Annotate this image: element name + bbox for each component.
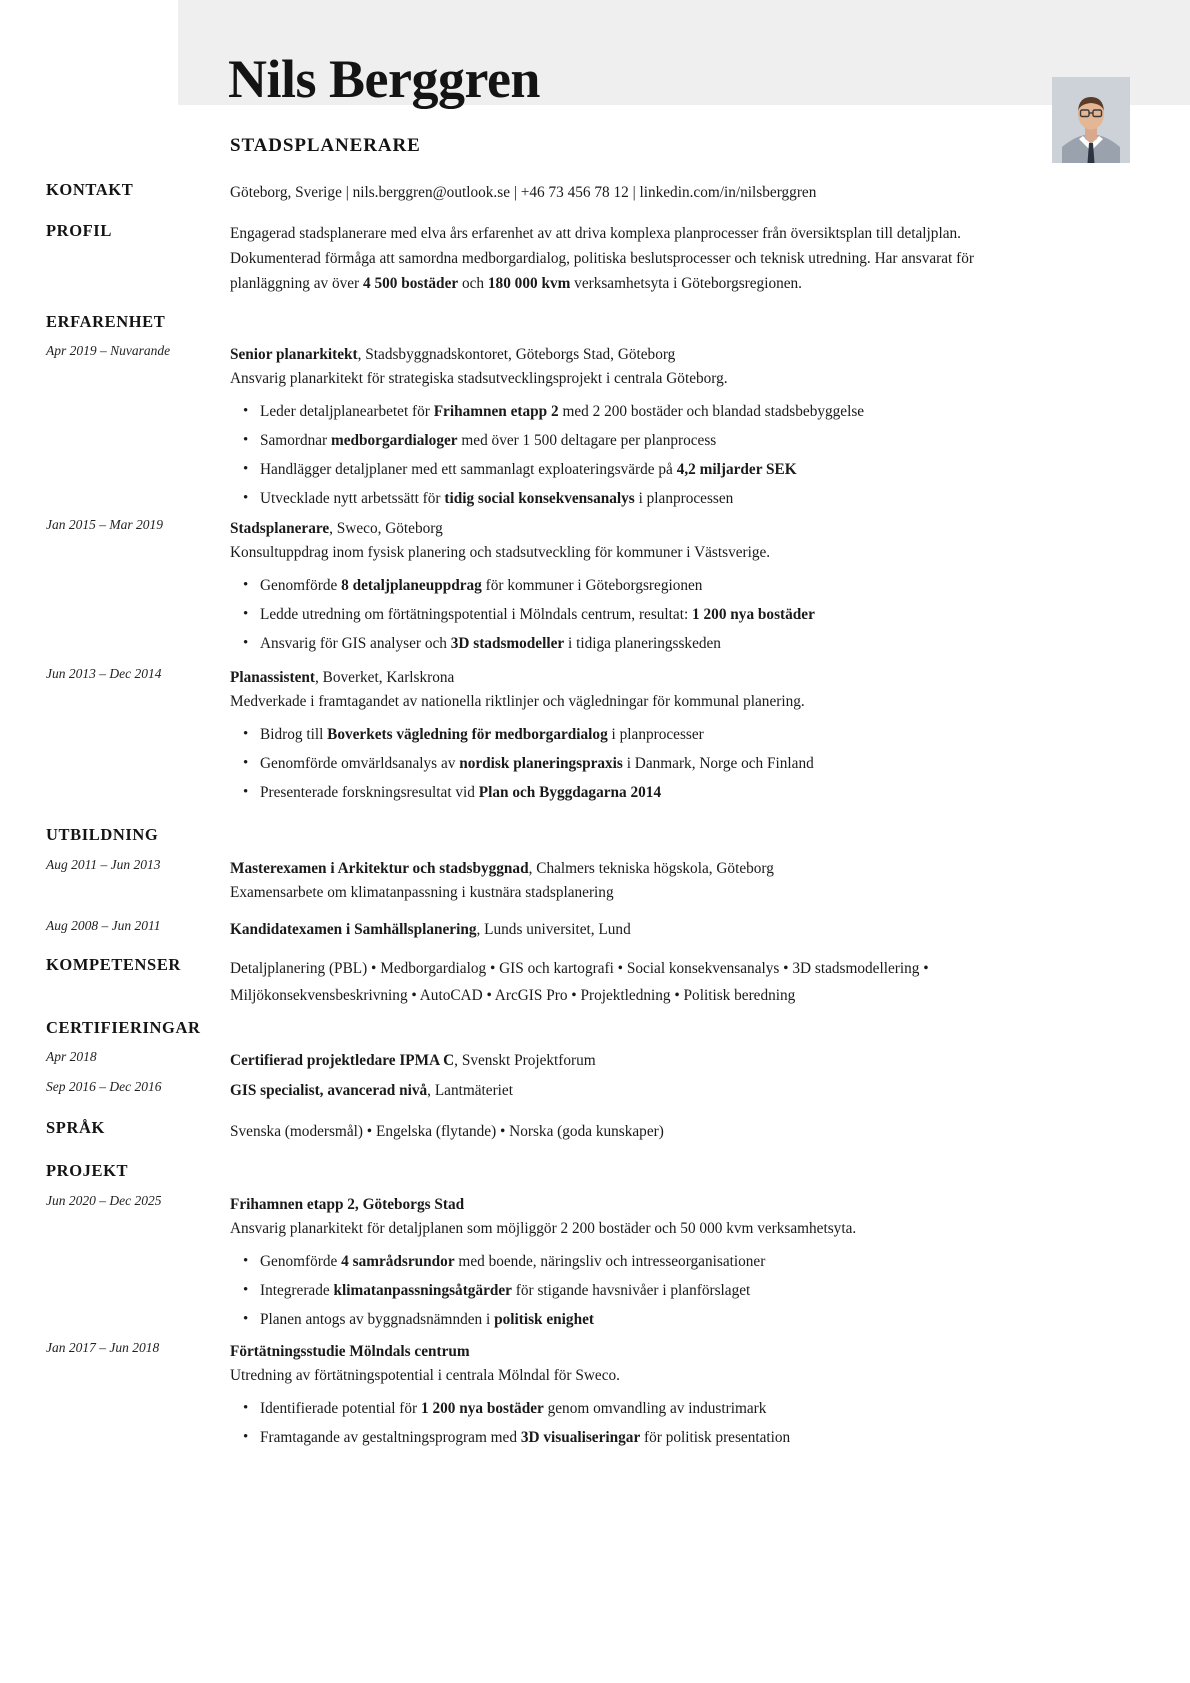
entry-content-col [230,918,1040,942]
skills-line-1: Detaljplanering (PBL) • Medborgardialog • GIS och kartografi • Social konsekvensanalys • 3D stadsmodellering • [230,960,929,977]
entry-dates-col [46,1193,221,1209]
section-label-sprak: SPRÅK [46,1118,105,1137]
entry-daterange: Jun 2020 – Dec 2025 [46,1193,162,1208]
entry-summary: Ansvarig planarkitekt för detaljplanen som möjliggör 2 200 bostäder och 50 000 kvm verksamhetsyta. [230,1220,857,1237]
entry-summary: Konsultuppdrag inom fysisk planering och stadsutveckling för kommuner i Västsverige. [230,544,771,561]
list-item: • Leder detaljplanearbetet för Frihamnen etapp 2 med 2 200 bostäder och blandad stadsbebyggelse [260,397,1040,426]
entry-summary: Ansvarig planarkitekt för strategiska stadsutvecklingsprojekt i centrala Göteborg. [230,370,728,387]
list-item: • Genomförde omvärldsanalys av nordisk planeringspraxis i Danmark, Norge och Finland [260,749,1040,778]
section-label-projekt: PROJEKT [46,1161,129,1180]
entry-daterange: Apr 2018 [46,1049,97,1064]
entry-summary: Utredning av förtätningspotential i centrala Mölndal för Sweco. [230,1367,620,1384]
entry-content-col [230,1340,1040,1452]
entry-bullet-list [230,571,1040,658]
entry-content-col [230,857,1040,905]
entry-summary: Examensarbete om klimatanpassning i kustnära stadsplanering [230,884,614,901]
entry-daterange: Aug 2011 – Jun 2013 [46,857,161,872]
entry-title: Förtätningsstudie Mölndals centrum [230,1343,470,1360]
entry-content-col [230,1049,1040,1073]
list-item: • Framtagande av gestaltningsprogram med 3D visualiseringar för politisk presentation [260,1423,1040,1452]
section-label-certifieringar: CERTIFIERINGAR [46,1018,201,1037]
section-label-erfarenhet: ERFARENHET [46,312,166,331]
entry-content-col [230,1193,1040,1334]
list-item: • Handlägger detaljplaner med ett sammanlagt exploateringsvärde på 4,2 miljarder SEK [260,455,1040,484]
entry-daterange: Sep 2016 – Dec 2016 [46,1079,162,1094]
entry-content-col [230,343,1040,513]
entry-title: Kandidatexamen i Samhällsplanering, Lunds universitet, Lund [230,921,631,938]
section-label-utbildning: UTBILDNING [46,825,159,844]
entry-bullet-list [230,1394,1040,1452]
list-item: • Samordnar medborgardialoger med över 1 500 deltagare per planprocess [260,426,1040,455]
entry-daterange: Jan 2015 – Mar 2019 [46,517,163,532]
entry-title: GIS specialist, avancerad nivå, Lantmäteriet [230,1082,513,1099]
list-item: • Planen antogs av byggnadsnämnden i politisk enighet [260,1305,1040,1334]
list-item: • Genomförde 8 detaljplaneuppdrag för kommuner i Göteborgsregionen [260,571,1040,600]
list-item: • Ansvarig för GIS analyser och 3D stadsmodeller i tidiga planeringsskeden [260,629,1040,658]
entry-dates-col [46,1049,221,1065]
entry-dates-col [46,857,221,873]
entry-title: Certifierad projektledare IPMA C, Svenskt Projektforum [230,1052,596,1069]
entry-daterange: Apr 2019 – Nuvarande [46,343,171,358]
entry-dates-col [46,1340,221,1356]
section-label-kompetenser: KOMPETENSER [46,955,181,974]
skills-line-2: Miljökonsekvensbeskrivning • AutoCAD • ArcGIS Pro • Projektledning • Politisk beredning [230,987,796,1004]
list-item: • Utvecklade nytt arbetssätt för tidig social konsekvensanalys i planprocessen [260,484,1040,513]
page-title: Nils Berggren [228,49,540,109]
contact-line: Göteborg, Sverige | nils.berggren@outlook.se | +46 73 456 78 12 | linkedin.com/in/nilsberggren [230,184,817,201]
entry-title: Senior planarkitekt, Stadsbyggnadskontoret, Göteborgs Stad, Göteborg [230,346,676,363]
entry-bullet-list [230,720,1040,807]
languages-line: Svenska (modersmål) • Engelska (flytande) • Norska (goda kunskaper) [230,1123,664,1140]
list-item: • Integrerade klimatanpassningsåtgärder för stigande havsnivåer i planförslaget [260,1276,1040,1305]
avatar [1052,77,1130,163]
entry-title: Masterexamen i Arkitektur och stadsbyggnad, Chalmers tekniska högskola, Göteborg [230,860,774,877]
entry-content-col [230,517,1040,658]
list-item: • Presenterade forskningsresultat vid Plan och Byggdagarna 2014 [260,778,1040,807]
entry-dates-col [46,918,221,934]
entry-dates-col [46,517,221,533]
entry-daterange: Jan 2017 – Jun 2018 [46,1340,160,1355]
entry-title: Stadsplanerare, Sweco, Göteborg [230,520,443,537]
entry-dates-col [46,1079,221,1095]
entry-content-col [230,666,1040,807]
entry-bullet-list [230,1247,1040,1334]
section-label-profil: PROFIL [46,221,112,240]
entry-dates-col [46,343,221,359]
entry-daterange: Aug 2008 – Jun 2011 [46,918,161,933]
portrait-photo-icon [1052,77,1130,163]
entry-title: Planassistent, Boverket, Karlskrona [230,669,455,686]
entry-bullet-list [230,397,1040,513]
profile-paragraph: Engagerad stadsplanerare med elva års erfarenhet av att driva komplexa planprocesser från översiktsplan till detaljplan. Dokumenterad förmåga att samordna medborgardialog, politiska beslutsprocesser och teknisk utredning. Har ansvarat för planläggning av över 4 500 bostäder och 180 000 kvm verksamhetsyta i Göteborgsregionen. [230,225,974,292]
list-item: • Bidrog till Boverkets vägledning för medborgardialog i planprocesser [260,720,1040,749]
entry-dates-col [46,666,221,682]
list-item: • Identifierade potential för 1 200 nya bostäder genom omvandling av industrimark [260,1394,1040,1423]
list-item: • Ledde utredning om förtätningspotential i Mölndals centrum, resultat: 1 200 nya bostäder [260,600,1040,629]
section-label-kontakt: KONTAKT [46,180,134,199]
list-item: • Genomförde 4 samrådsrundor med boende, näringsliv och intresseorganisationer [260,1247,1040,1276]
entry-title: Frihamnen etapp 2, Göteborgs Stad [230,1196,465,1213]
entry-content-col [230,1079,1040,1103]
job-title: STADSPLANERARE [230,135,421,156]
entry-daterange: Jun 2013 – Dec 2014 [46,666,162,681]
entry-summary: Medverkade i framtagandet av nationella riktlinjer och vägledningar för kommunal planering. [230,693,805,710]
